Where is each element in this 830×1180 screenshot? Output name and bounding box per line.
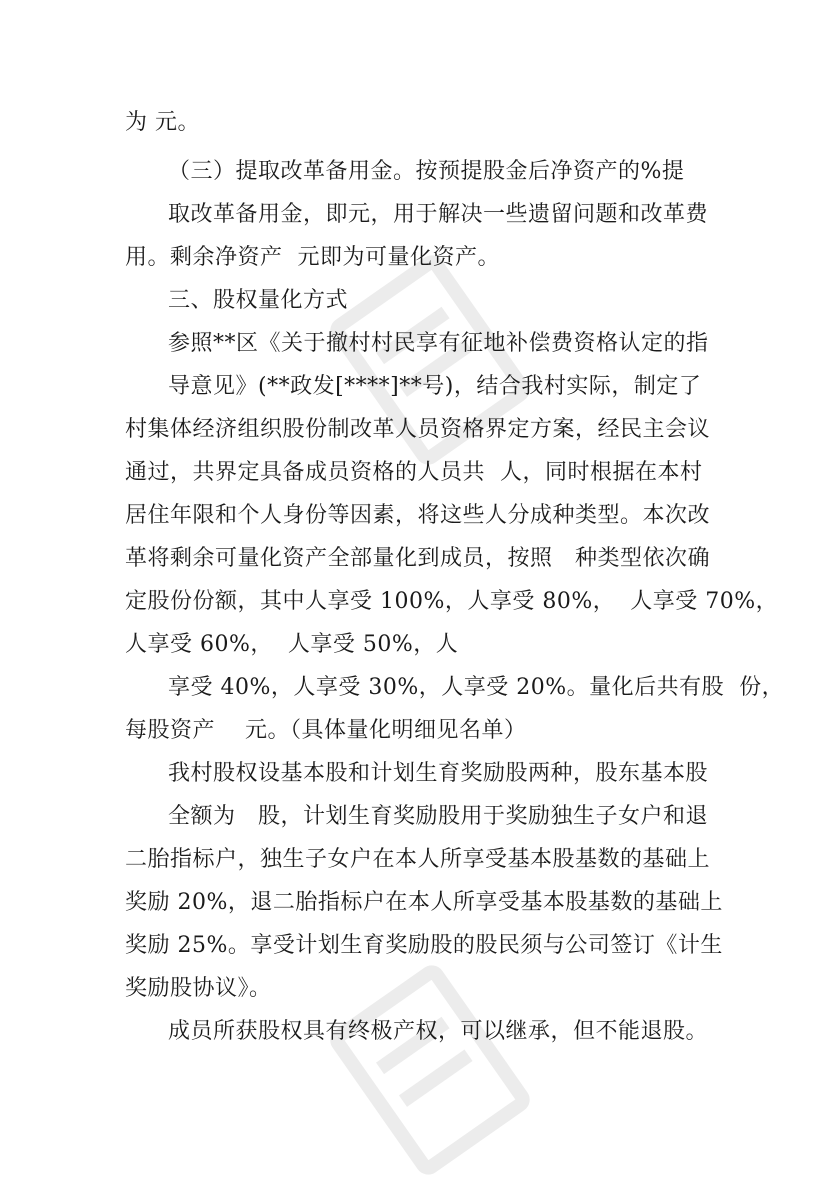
body-text-line: 参照**区《关于撤村村民享有征地补偿费资格认定的指 — [168, 331, 709, 356]
body-text-line: （三）提取改革备用金。按预提股金后净资产的%提 — [168, 159, 685, 184]
body-text-line: 革将剩余可量化资产全部量化到成员，按照 种类型依次确 — [125, 546, 710, 571]
watermark-logo — [330, 960, 530, 1180]
body-text-line: 每股资产 元。（具体量化明细见名单） — [125, 718, 527, 743]
body-text-line: 村集体经济组织股份制改革人员资格界定方案，经民主会议 — [125, 417, 711, 442]
body-text-line: 全额为 股，计划生育奖励股用于奖励独生子女户和退 — [168, 804, 708, 829]
body-text-line: 居住年限和个人身份等因素，将这些人分成种类型。本次改 — [125, 503, 711, 528]
section-heading: 三、股权量化方式 — [168, 288, 349, 313]
body-text-line: 通过，共界定具备成员资格的人员共 人，同时根据在本村 — [125, 460, 703, 485]
body-text-line: 奖励 25%。享受计划生育奖励股的股民须与公司签订《计生 — [125, 933, 723, 958]
body-text-line: 为 元。 — [125, 110, 200, 135]
body-text-line: 导意见》(**政发[****]**号)，结合我村实际，制定了 — [168, 374, 702, 399]
body-text-line: 成员所获股权具有终极产权，可以继承，但不能退股。 — [168, 1019, 709, 1044]
body-text-line: 我村股权设基本股和计划生育奖励股两种，股东基本股 — [168, 761, 709, 786]
body-text-line: 享受 40%，人享受 30%，人享受 20%。量化后共有股 份， — [168, 675, 785, 700]
body-text-line: 二胎指标户，独生子女户在本人所享受基本股基数的基础上 — [125, 847, 711, 872]
body-text-line: 人享受 60%， 人享受 50%，人 — [125, 632, 459, 657]
body-text-line: 定股份份额，其中人享受 100%，人享受 80%， 人享受 70%， — [125, 589, 779, 614]
body-text-line: 取改革备用金，即元，用于解决一些遗留问题和改革费 — [168, 202, 709, 227]
body-text-line: 用。剩余净资产 元即为可量化资产。 — [125, 245, 500, 270]
body-text-line: 奖励股协议》。 — [125, 976, 272, 1001]
body-text-line: 奖励 20%，退二胎指标户在本人所享受基本股基数的基础上 — [125, 890, 723, 915]
